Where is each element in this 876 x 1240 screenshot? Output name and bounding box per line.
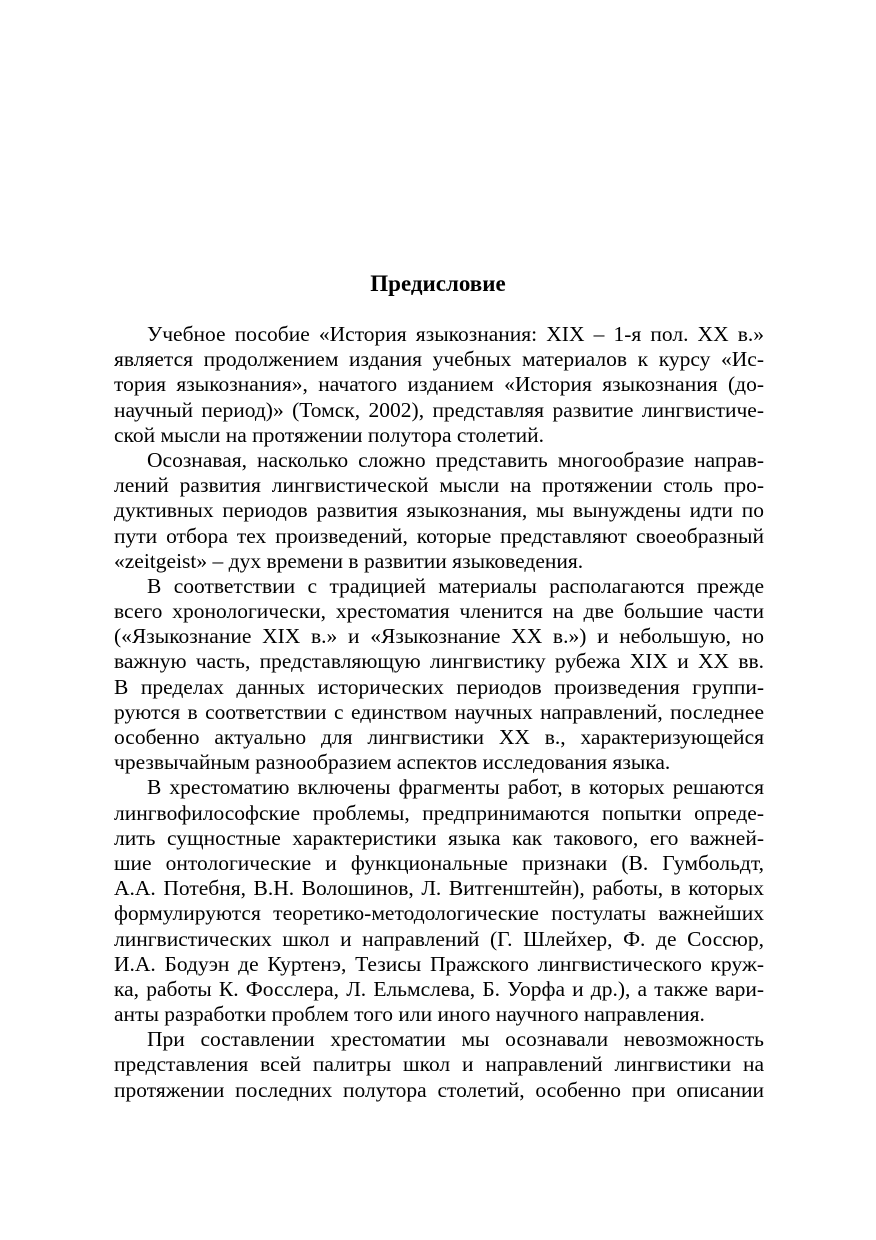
- body-text: [114, 322, 764, 1103]
- page-title: Предисловие: [370, 271, 506, 296]
- text-line: Учебное пособие «История языкознания: XIX – 1-я пол. XX в.»: [147, 322, 764, 346]
- paragraph: [114, 322, 764, 448]
- text-line: И.А. Бодуэн де Куртенэ, Тезисы Пражского лингвистического круж-: [114, 951, 764, 976]
- text-line: В хрестоматию включены фрагменты работ, в которых решаются: [147, 775, 764, 800]
- paragraph: [114, 775, 764, 1027]
- text-line: чрезвычайным разнообразием аспектов исследования языка.: [114, 750, 671, 775]
- text-line: лить сущностные характеристики языка как такового, его важней-: [114, 825, 764, 850]
- paragraph: [114, 574, 764, 776]
- paragraph: [114, 1027, 764, 1103]
- text-line: ской мысли на протяжении полутора столетий.: [114, 422, 545, 447]
- text-line: руются в соответствии с единством научных направлений, последнее: [114, 699, 764, 724]
- text-line: А.А. Потебня, В.Н. Волошинов, Л. Витгенштейн), работы, в которых: [114, 876, 764, 901]
- text-line: лингвистических школ и направлений (Г. Шлейхер, Ф. де Соссюр,: [114, 926, 764, 951]
- text-line: В пределах данных исторических периодов произведения группи-: [114, 674, 764, 699]
- text-line: протяжении последних полутора столетий, особенно при описании: [114, 1077, 764, 1102]
- text-line: ка, работы К. Фосслера, Л. Ельмслева, Б. Уорфа и др.), а также вари-: [114, 976, 764, 1001]
- text-line: В соответствии с традицией материалы располагаются прежде: [147, 573, 764, 598]
- text-line: научный период)» (Томск, 2002), представляя развитие лингвистиче-: [114, 397, 764, 422]
- text-line: анты разработки проблем того или иного научного направления.: [114, 1002, 705, 1027]
- text-line: дуктивных периодов развития языкознания, мы вынуждены идти по: [114, 498, 764, 523]
- text-line: важную часть, представляющую лингвистику рубежа XIX и XX вв.: [114, 649, 764, 674]
- text-line: тория языкознания», начатого изданием «История языкознания (до-: [114, 372, 764, 397]
- text-line: представления всей палитры школ и направлений лингвистики на: [114, 1052, 764, 1077]
- paragraph: [114, 448, 764, 574]
- text-line: лингвофилософские проблемы, предпринимаются попытки опреде-: [114, 800, 764, 825]
- text-line: является продолжением издания учебных материалов к курсу «Ис-: [114, 347, 764, 372]
- text-line: шие онтологические и функциональные признаки (В. Гумбольдт,: [114, 850, 764, 875]
- text-line: («Языкознание XIX в.» и «Языкознание XX в.») и небольшую, но: [114, 624, 764, 649]
- text-line: особенно актуально для лингвистики XX в., характеризующейся: [114, 725, 764, 749]
- text-line: Осознавая, насколько сложно представить многообразие направ-: [147, 447, 764, 472]
- text-line: лений развития лингвистической мысли на протяжении столь про-: [114, 473, 764, 498]
- text-line: формулируются теоретико-методологические постулаты важнейших: [114, 901, 764, 926]
- text-line: «zeitgeist» – дух времени в развитии языковедения.: [114, 548, 584, 573]
- text-line: всего хронологически, хрестоматия членится на две большие части: [114, 599, 764, 624]
- text-line: При составлении хрестоматии мы осознавали невозможность: [147, 1027, 764, 1052]
- text-line: пути отбора тех произведений, которые представляют своеобразный: [114, 523, 764, 548]
